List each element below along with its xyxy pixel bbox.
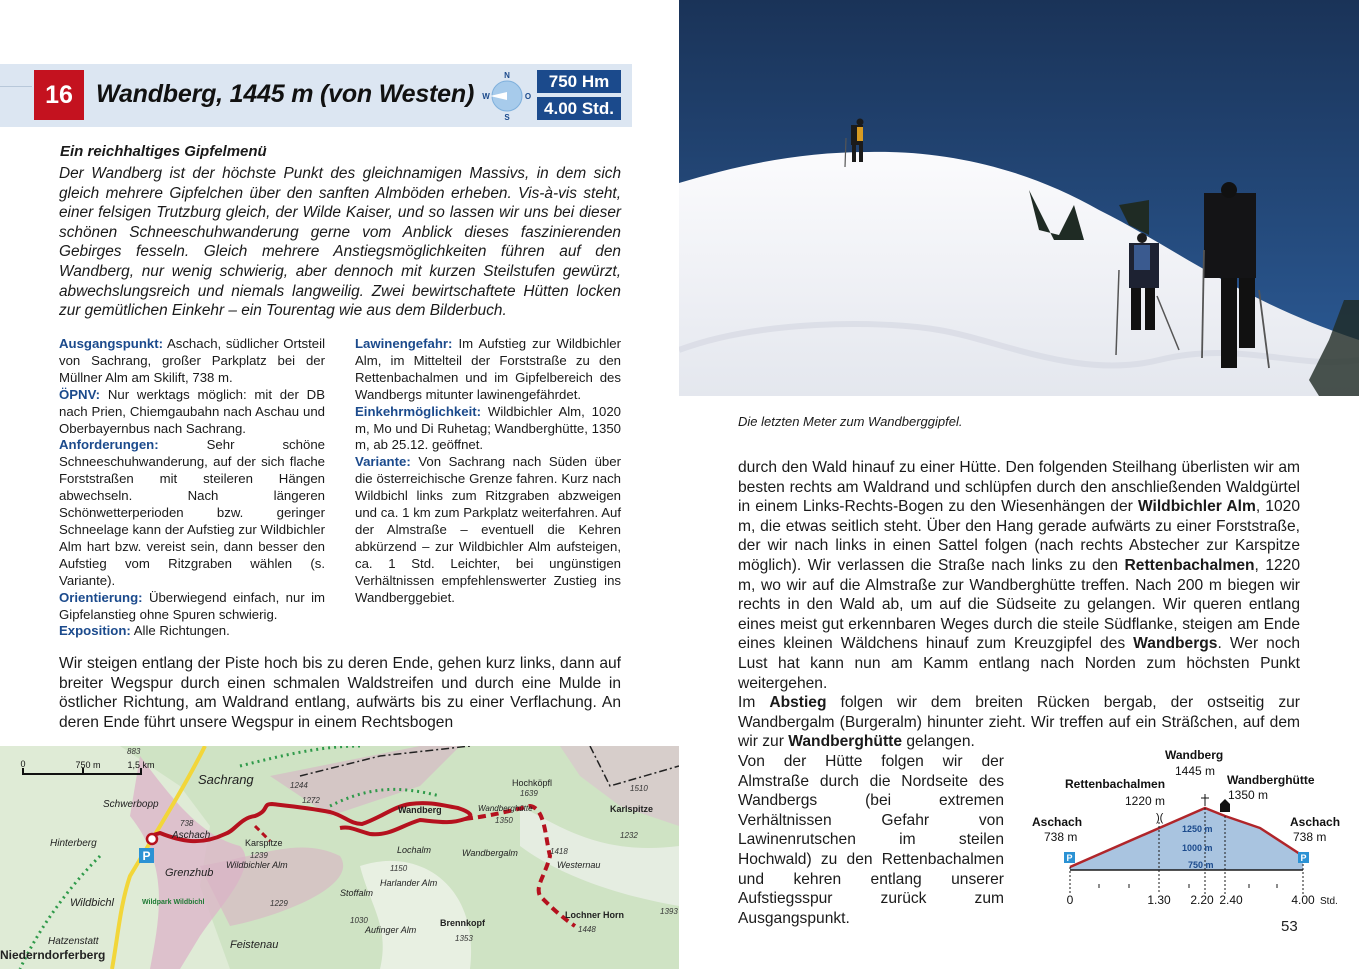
map-label: Sachrang (198, 772, 254, 787)
map-label: Hochköpfl (512, 778, 553, 788)
map-height: 1353 (455, 934, 473, 943)
time-label: 0 (1066, 893, 1074, 907)
route-map (0, 746, 679, 969)
snowshoe-photo (679, 0, 1359, 396)
map-label: Feistenau (230, 939, 279, 951)
y-label: 1000 m (1182, 843, 1213, 853)
text-run: gelangen. (902, 733, 975, 751)
map-label: Karspitze (245, 838, 283, 848)
point-elevation: 738 m (1044, 830, 1078, 844)
info-item-oepnv (59, 387, 325, 438)
info-item-einkehr (355, 404, 621, 455)
intro-subtitle: Ein reichhaltiges Gipfelmenü (60, 143, 267, 160)
map-height: 1393 (660, 907, 678, 916)
time-label: 4.00 (1291, 893, 1315, 907)
map-label: Hatzenstatt (48, 936, 99, 947)
right-page (679, 0, 1359, 969)
elevation-gain-badge: 750 Hm (537, 70, 621, 93)
info-item-anforderungen (59, 437, 325, 589)
map-height: 1030 (350, 916, 368, 925)
map-label: Wildpark Wildbichl (142, 899, 205, 906)
info-label: Orientierung: (59, 589, 143, 605)
place-wandberghuette: Wandberghütte (788, 733, 903, 751)
info-label: Einkehrmöglichkeit: (355, 403, 482, 419)
map-label: Wildbichl (70, 897, 114, 909)
info-text: Überwiegend einfach, nur im Gipfelanstieg ohne Spuren schwierig. (59, 589, 325, 622)
map-scale-zero: 0 (20, 759, 26, 769)
intro-text: Der Wandberg ist der höchste Punkt des gleichnamigen Massivs, in dem sich gleich mehrere Gipfelchen über den sanften Almböden erheben. Vis-à-vis steht, einer felsigen Trutzburg gleich, der Wilde Kaiser, und so lassen wir uns bei dieser schönen Schneeschuhwanderung gerne vom Anblick dieses faszinierenden Gebirges fesseln. Gleich mehrere Anstiegsmöglichkeiten führen auf den Wandberg, nur wenig schwierig, aber dennoch mit kurzen Steilstufen gewürzt, abwechslungsreich und niemals langweilig. Zwei bewirtschaftete Hütten locken zur gemütlichen Einkehr – ein Tourentag wie aus dem Bilderbuch. (59, 165, 621, 320)
map-label: Westernau (557, 860, 601, 870)
place-wandbergs: Wandbergs (1133, 635, 1218, 653)
parking-label-start: P (1066, 853, 1073, 863)
point-name: Wandberghütte (1227, 773, 1315, 787)
header-rule (0, 86, 32, 87)
info-text: Nur werktags möglich: mit der DB nach Prien, Chiemgaubahn nach Aschau und Oberbayernbus nach Sachrang. (59, 386, 325, 436)
info-column-right (355, 336, 621, 607)
map-height: 1272 (302, 796, 320, 805)
tour-number-badge: 16 (34, 70, 84, 120)
map-height: 1239 (250, 851, 268, 860)
place-wildbichler-alm: Wildbichler Alm (1137, 498, 1256, 516)
y-label: 750 m (1188, 860, 1214, 870)
compass-n: N (504, 71, 510, 80)
info-text: Sehr schöne Schneeschuhwanderung, auf der sich flache Forststraßen mit steileren Hängen abwechseln. Nach längeren Schönwetterperioden bzw. geringer Schneelage kann der Aufstieg zur Wildbichler Alm hart bzw. vereist sein, dann besser den Aufstieg vom Ritzgraben wählen (s. Variante). (59, 437, 325, 588)
info-item-exposition (59, 623, 325, 640)
info-item-orientierung (59, 590, 325, 624)
map-label: Harlander Alm (380, 878, 438, 888)
route-start-marker (147, 834, 157, 844)
info-label: Exposition: (59, 623, 131, 639)
time-label: 2.20 (1190, 893, 1214, 907)
point-elevation: 1445 m (1175, 764, 1216, 778)
map-scale-mid: 750 m (75, 760, 101, 770)
map-label: Wandberghütte (478, 804, 533, 813)
map-height: 1229 (270, 899, 288, 908)
info-label: ÖPNV: (59, 386, 101, 402)
compass-s: S (504, 113, 510, 122)
point-elevation: 1220 m (1125, 794, 1166, 808)
text-run: Im (738, 694, 770, 712)
y-label: 1250 m (1182, 824, 1213, 834)
parking-label-end: P (1300, 853, 1307, 863)
text-run: , 1020 m, die etwas seitlich steht. Über den Hang gerade aufwärts zu einer Forststraße, der wir nach links in einen Sattel folgen (nach rechts Abstecher zur Karspitze möglich). Wir verlassen die Straße nach links zu den (738, 498, 1300, 574)
text-run: . Wer noch Lust hat kann nun am Kamm entlang nach Norden zum höchsten Punkt weitergehen. (738, 635, 1300, 692)
info-text: Aschach, südlicher Ortsteil von Sachrang, großer Parkplatz bei der Müllner Alm am Skilift, 738 m. (59, 336, 325, 385)
info-label: Lawinengefahr: (355, 336, 453, 351)
map-label: Aufinger Alm (365, 925, 417, 935)
info-text: Wildbichler Alm, 1020 m, Mo und Di Ruhetag; Wandberghütte, 1350 m, ab 25.12. geöffnet. (355, 403, 621, 453)
profile-time-labels (1067, 893, 1338, 907)
map-height: 1150 (390, 864, 408, 873)
text-run: , 1220 m, wo wir auf die Almstraße zur Wandberghütte treffen. Nach 200 m biegen wir rechts in den Wald ab, um auf die Südseite zu gelangen. Wir queren entlang eines meist gut erkennbaren Weges durch die steile Südflanke, steigen am Ende eines kleinen Wäldchens hinauf zum Kreuzgipfel des (738, 556, 1301, 653)
map-label: Wandbergalm (462, 848, 518, 858)
map-height: 1418 (550, 847, 568, 856)
time-unit: Std. (1320, 896, 1338, 907)
map-label: Schwerbopp (103, 799, 159, 810)
map-height: 1510 (630, 784, 648, 793)
route-description-right (738, 458, 1300, 752)
map-scale-end: 1,5 km (127, 760, 155, 770)
map-label: Aschach (172, 830, 211, 841)
map-height: 1244 (290, 781, 308, 790)
map-label: Karlspitze (610, 804, 654, 814)
term-abstieg: Abstieg (769, 694, 827, 712)
point-elevation: 738 m (1293, 830, 1327, 844)
map-height: 1639 (520, 789, 538, 798)
text-run: folgen wir dem breiten Rücken bergab, der ostseitig zur Wandbergalm (Burgeralm) hinunter zieht. Wir treffen auf ein Sträßchen, auf dem wir zur (738, 694, 1300, 751)
info-item-variante (355, 454, 621, 606)
route-description-left: Wir steigen entlang der Piste hoch bis zu deren Ende, gehen kurz links, dann auf breiter Wegspur durch einen schmalen Waldstreifen und durch eine Mulde in östlicher Richtung, am Waldrand entlang, aufwärts bis zu einer Verflachung. An deren Ende führt unsere Wegspur in einem Rechtsbogen (59, 655, 621, 731)
point-name: Aschach (1290, 815, 1341, 829)
time-label: 1.30 (1147, 893, 1171, 907)
info-item-ausgangspunkt (59, 336, 325, 387)
map-label: Wandberg (398, 805, 442, 815)
compass-w: W (482, 92, 490, 101)
map-label: Hinterberg (50, 838, 97, 849)
map-parking-label: P (142, 849, 151, 863)
photo-caption: Die letzten Meter zum Wandberggipfel. (738, 414, 963, 429)
page-number: 53 (1281, 918, 1298, 935)
tour-title: Wandberg, 1445 m (von Westen) (96, 80, 475, 108)
info-label: Anforderungen: (59, 437, 159, 453)
map-height: 1350 (495, 816, 513, 825)
info-text: Von Sachrang nach Süden über die österreichische Grenze fahren. Kurz nach Wildbichl links zum Ritzgraben abzweigen und ca. 1 km zum Parkplatz weiterfahren. Auf der Almstraße – eventuell die Kehren abkürzend – zur Wildbichler Alm aufsteigen, ca. 1 Std. Leichter, bei ungünstigen Verhältnissen empfehlenswerter Zustieg ins Wandberggebiet. (355, 454, 621, 605)
info-label: Ausgangspunkt: (59, 336, 164, 351)
info-label: Variante: (355, 454, 411, 470)
point-name: Rettenbachalmen (1065, 777, 1166, 791)
map-label: Lochalm (397, 845, 432, 855)
point-elevation: 1350 m (1228, 788, 1269, 802)
info-text: Alle Richtungen. (133, 623, 230, 639)
route-description-return: Von der Hütte folgen wir der Almstraße durch die Nordseite des Wandbergs (bei extremen Verhältnissen Gefahr von Lawinenrutschen im steilen Hochwald) zu den Rettenbachalmen und kehren entlang unserer Aufstiegsspur zurück zum Ausgangspunkt. (738, 753, 1004, 927)
map-height: 738 (180, 819, 194, 828)
map-label: Niederndorferberg (0, 948, 106, 962)
map-label: Wildbichler Alm (226, 860, 288, 870)
elevation-profile (1022, 742, 1352, 912)
left-page (0, 0, 679, 969)
info-text: Im Aufstieg zur Wildbichler Alm, im Mittelteil der Forststraße zu den Rettenbachalmen und im Gipfelbereich des Wandbergs mitunter lawinengefährdet. (355, 336, 621, 402)
compass-icon (482, 70, 532, 122)
info-column-left (59, 336, 325, 640)
duration-badge: 4.00 Std. (537, 97, 621, 120)
compass-o: O (524, 92, 532, 101)
map-scale-tick (22, 768, 24, 775)
map-label: Grenzhub (165, 867, 214, 879)
map-label: Lochner Horn (565, 910, 625, 920)
text-run: durch den Wald hinauf zu einer Hütte. Den folgenden Steilhang überlisten wir am besten rechts am Waldrand und schlüpfen durch den anschließenden Waldgürtel in einem Links-Rechts-Bogen zu den Wiesenhängen der (738, 459, 1300, 516)
map-label: Brennkopf (440, 918, 485, 928)
place-rettenbachalmen: Rettenbachalmen (1124, 556, 1255, 574)
map-height: 1448 (578, 925, 596, 934)
info-item-lawinengefahr (355, 336, 621, 404)
map-label: Stoffalm (340, 888, 374, 898)
map-height: 1232 (620, 831, 638, 840)
bridge-symbol: )( (1156, 812, 1164, 824)
point-name: Aschach (1032, 815, 1083, 829)
map-height: 883 (127, 747, 141, 756)
time-label: 2.40 (1219, 893, 1243, 907)
point-name: Wandberg (1165, 748, 1224, 762)
